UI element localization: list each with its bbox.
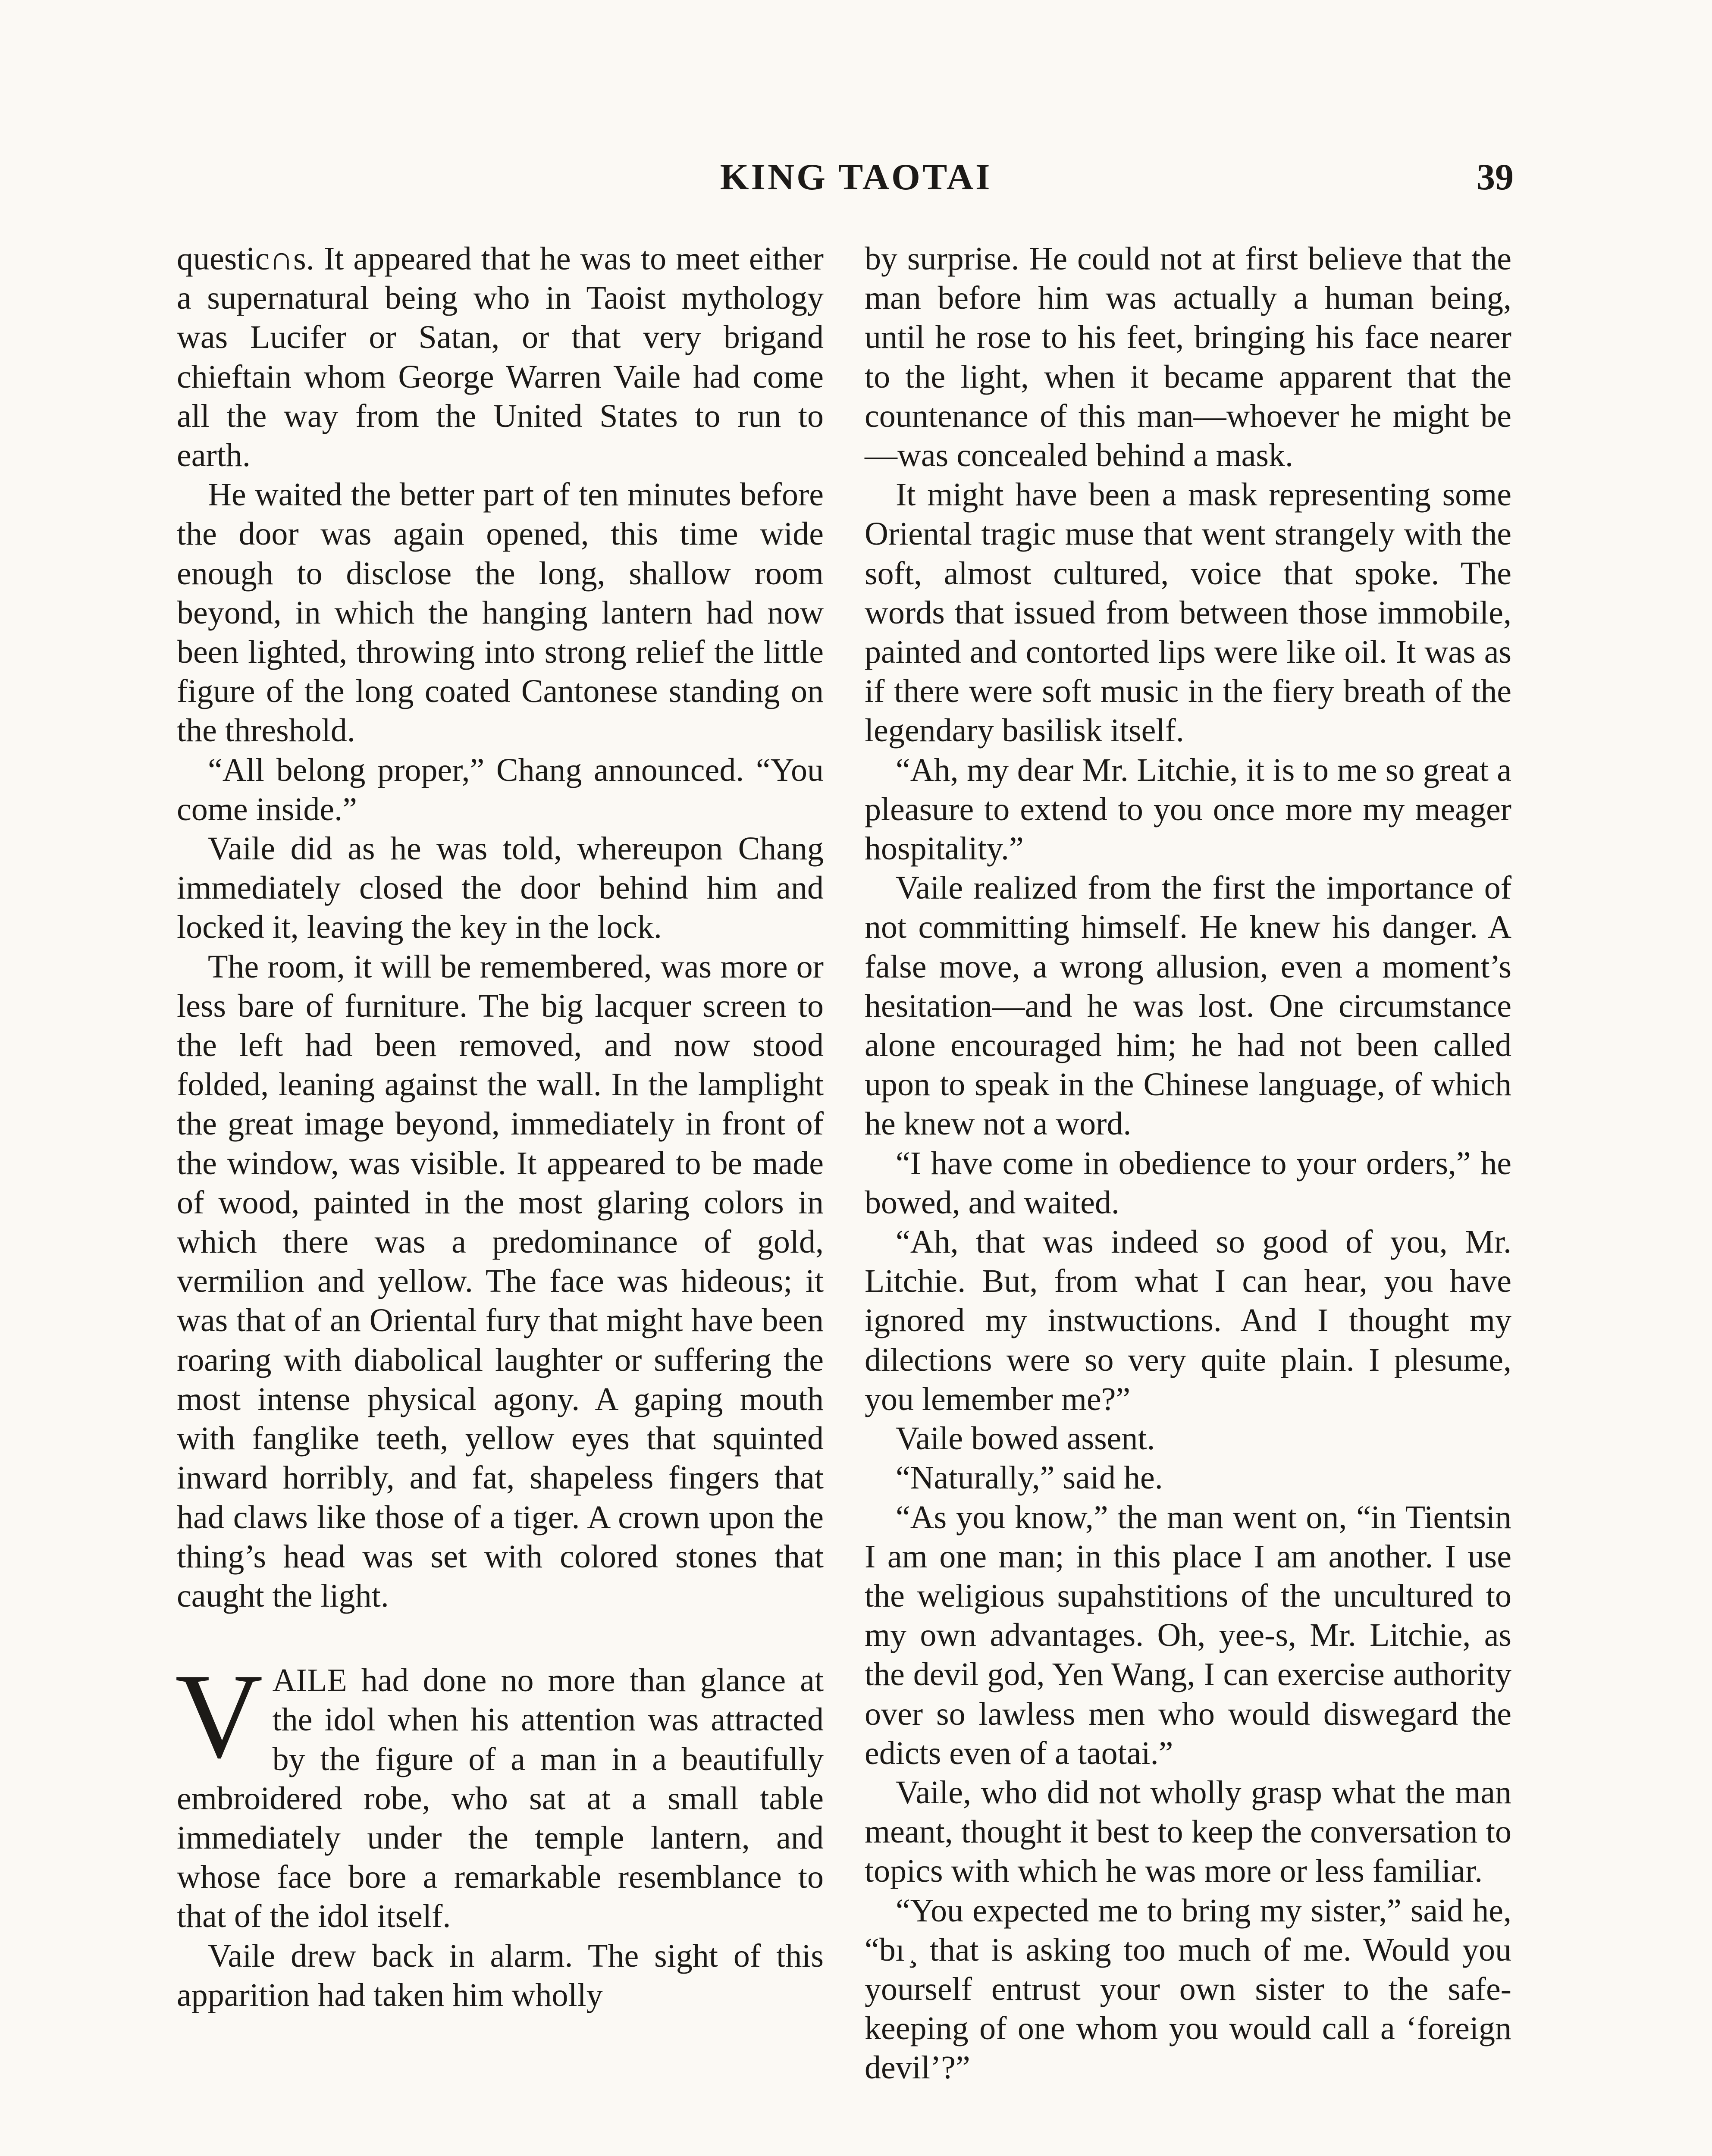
drop-cap-letter: V [175,1648,263,1783]
paragraph: The room, it will be remembered, was more or less bare of furniture. The big lacquer screen to the left had been removed, and now stood folded, leaning against the wall. In the lamplight the great image beyond, immediately in front of the window, was visible. It appeared to be made of wood, painted in the most glaring colors in which there was a predominance of gold, vermilion and yellow. The face was hideous; it was that of an Oriental fury that might have been roaring with diabolical laughter or suffering the most intense physical agony. A gaping mouth with fanglike teeth, yellow eyes that squinted inward horribly, and fat, shapeless fingers that had claws like those of a tiger. A crown upon the thing’s head was set with colored stones that caught the light. [177,948,824,1614]
paragraph: “Naturally,” said he. [896,1460,1163,1496]
right-column [865,239,1511,2088]
paragraph: by surprise. He could not at first believe that the man before him was actually a human being, until he rose to his feet, bringing his face nearer to the light, when it became apparent that the countenance of this man—whoever he might be—was concealed behind a mask. [865,241,1511,474]
page-number: 39 [1477,156,1514,197]
paragraph: questic∩s. It appeared that he was to meet either a supernatural being who in Taoist mythology was Lucifer or Satan, or that very brigand chieftain whom George Warren Vaile had come all the way from the United States to run to earth. [177,241,824,474]
running-title: KING TAOTAI [720,156,992,197]
paragraph: Vaile, who did not wholly grasp what the man meant, thought it best to keep the conversation to topics with which he was more or less familiar. [865,1774,1511,1890]
paragraph: Vaile bowed assent. [896,1420,1155,1457]
left-column [177,239,824,2015]
paragraph: It might have been a mask representing some Oriental tragic muse that went strangely with the soft, almost cultured, voice that spoke. The words that issued from between those immobile, painted and contorted lips were like oil. It was as if there were soft music in the fiery breath of the legendary basilisk itself. [865,476,1511,749]
paragraph: “As you know,” the man went on, “in Tientsin I am one man; in this place I am another. I use the weligious supahstitions of the uncultured to my own advantages. Oh, yee-s, Mr. Litchie, as the devil god, Yen Wang, I can exercise authority over so lawless men who would diswegard the edicts even of a taotai.” [865,1499,1511,1771]
paragraph: “Ah, that was indeed so good of you, Mr. Litchie. But, from what I can hear, you have ignored my instwuctions. And I thought my dilections were so very quite plain. I plesume, you lemember me?” [865,1224,1511,1417]
paragraph: Vaile realized from the first the importance of not committing himself. He knew his danger. A false move, a wrong allusion, even a moment’s hesitation—and he was lost. One circumstance alone encouraged him; he had not been called upon to speak in the Chinese language, of which he knew not a word. [865,870,1511,1142]
dropcap-paragraph-text: AILE had done no more than glance at the idol when his attention was attracted by the figure of a man in a beautifully embroidered robe, who sat at a small table immediately under the temple lantern, and whose face bore a remarkable resemblance to that of the idol itself. [177,1662,824,1935]
page-header [0,155,1712,203]
paragraph: Vaile did as he was told, whereupon Chang immediately closed the door behind him and locked it, leaving the key in the lock. [177,830,824,946]
dropcap-paragraph [175,1648,824,1936]
paragraph: “I have come in obedience to your orders,” he bowed, and waited. [865,1145,1511,1221]
paragraph: “You expected me to bring my sister,” said he, “bı ̧ that is asking too much of me. Would you yourself entrust your own sister to the safe-keeping of one whom you would call a ‘foreign devil’?” [865,1892,1511,2086]
paragraph: He waited the better part of ten minutes before the door was again opened, this time wide enough to disclose the long, shallow room beyond, in which the hanging lantern had now been lighted, throwing into strong relief the little figure of the long coated Cantonese standing on the threshold. [177,476,824,749]
paragraph: “All belong proper,” Chang announced. “You come inside.” [177,752,824,827]
paragraph: “Ah, my dear Mr. Litchie, it is to me so great a pleasure to extend to you once more my meager hospitality.” [865,752,1511,867]
paragraph: Vaile drew back in alarm. The sight of this apparition had taken him wholly [177,1937,824,2013]
